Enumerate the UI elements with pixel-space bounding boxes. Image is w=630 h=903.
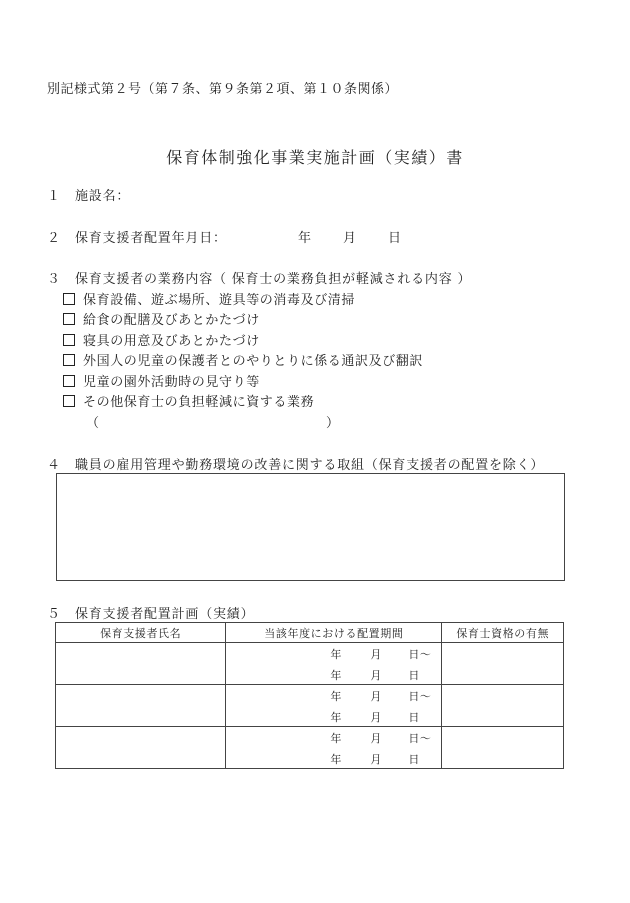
period-end-year-unit: 年 — [330, 669, 342, 682]
assignment-period-cell[interactable] — [226, 727, 442, 769]
duty-item[interactable] — [63, 330, 260, 349]
assignment-date-label: 保育支援者配置年月日： — [75, 231, 227, 246]
duty-item[interactable] — [63, 371, 260, 390]
period-end-month-unit: 月 — [370, 753, 382, 766]
employment-efforts-textbox[interactable] — [56, 473, 565, 581]
period-end-day-unit: 日 — [408, 669, 420, 682]
table-row — [56, 643, 564, 685]
duty-item-label: その他保育士の負担軽減に資する業務 — [83, 395, 315, 410]
period-end-line — [226, 706, 441, 726]
support-staff-name-cell[interactable] — [56, 643, 226, 685]
support-staff-name-cell[interactable] — [56, 685, 226, 727]
period-start-month-unit: 月 — [370, 732, 382, 745]
assignment-day-unit: 日 — [388, 231, 402, 246]
employment-efforts-label: 職員の雇用管理や勤務環境の改善に関する取組（保育支援者の配置を除く） — [75, 458, 545, 473]
header-qualification: 保育士資格の有無 — [442, 623, 564, 643]
other-duty-close-paren: ） — [326, 416, 340, 431]
duty-item[interactable] — [63, 289, 355, 308]
checkbox[interactable] — [63, 293, 75, 305]
period-end-year-unit: 年 — [330, 711, 342, 724]
period-start-line — [226, 685, 441, 705]
assignment-period-cell[interactable] — [226, 685, 442, 727]
section-3 — [47, 268, 471, 287]
period-end-day-unit: 日 — [408, 753, 420, 766]
form-number: 別記様式第２号（第７条、第９条第２項、第１０条関係） — [47, 82, 399, 97]
period-start-month-unit: 月 — [370, 690, 382, 703]
other-duty-open-paren: （ — [86, 416, 100, 431]
period-end-month-unit: 月 — [370, 711, 382, 724]
period-end-line — [226, 664, 441, 684]
duty-item-label: 給食の配膳及びあとかたづけ — [83, 313, 260, 328]
assignment-year-unit: 年 — [298, 231, 312, 246]
section-2 — [47, 227, 227, 246]
checkbox[interactable] — [63, 354, 75, 366]
assignment-period-cell[interactable] — [226, 643, 442, 685]
facility-name-label: 施設名： — [75, 189, 131, 204]
table-row — [56, 727, 564, 769]
checkbox[interactable] — [63, 395, 75, 407]
section-1-number: １ — [47, 189, 61, 204]
checkbox[interactable] — [63, 313, 75, 325]
support-staff-name-cell[interactable] — [56, 727, 226, 769]
duty-item-label: 寝具の用意及びあとかたづけ — [83, 334, 260, 349]
period-start-line — [226, 727, 441, 747]
staffing-plan-table — [55, 622, 564, 769]
period-end-year-unit: 年 — [330, 753, 342, 766]
document-title: 保育体制強化事業実施計画（実績）書 — [166, 148, 464, 167]
qualification-cell[interactable] — [442, 727, 564, 769]
period-start-month-unit: 月 — [370, 648, 382, 661]
section-1 — [47, 185, 130, 204]
period-start-day-unit: 日～ — [408, 732, 432, 745]
period-end-line — [226, 748, 441, 768]
duty-item[interactable] — [63, 350, 423, 369]
qualification-cell[interactable] — [442, 643, 564, 685]
header-support-staff-name: 保育支援者氏名 — [56, 623, 226, 643]
period-start-day-unit: 日～ — [408, 648, 432, 661]
section-5 — [47, 603, 254, 622]
staffing-plan-label: 保育支援者配置計画（実績） — [75, 607, 255, 622]
period-start-line — [226, 643, 441, 663]
table-row — [56, 685, 564, 727]
period-start-year-unit: 年 — [330, 690, 342, 703]
duty-item-label: 児童の園外活動時の見守り等 — [83, 375, 260, 390]
checkbox[interactable] — [63, 375, 75, 387]
table-header-row — [56, 623, 564, 643]
period-start-year-unit: 年 — [330, 732, 342, 745]
period-end-day-unit: 日 — [408, 711, 420, 724]
period-start-year-unit: 年 — [330, 648, 342, 661]
section-4-number: ４ — [47, 458, 61, 473]
section-4 — [47, 454, 544, 473]
duty-item-label: 外国人の児童の保護者とのやりとりに係る通訳及び翻訳 — [83, 354, 424, 369]
duty-item[interactable] — [63, 391, 314, 410]
checkbox[interactable] — [63, 334, 75, 346]
duty-item-label: 保育設備、遊ぶ場所、遊具等の消毒及び清掃 — [83, 293, 356, 308]
period-start-day-unit: 日～ — [408, 690, 432, 703]
section-2-number: ２ — [47, 231, 61, 246]
assignment-month-unit: 月 — [343, 231, 357, 246]
header-assignment-period: 当該年度における配置期間 — [226, 623, 442, 643]
duty-item[interactable] — [63, 309, 260, 328]
period-end-month-unit: 月 — [370, 669, 382, 682]
duties-label: 保育支援者の業務内容（ 保育士の業務負担が軽減される内容 ） — [75, 272, 472, 287]
qualification-cell[interactable] — [442, 685, 564, 727]
section-3-number: ３ — [47, 272, 61, 287]
section-5-number: ５ — [47, 607, 61, 622]
